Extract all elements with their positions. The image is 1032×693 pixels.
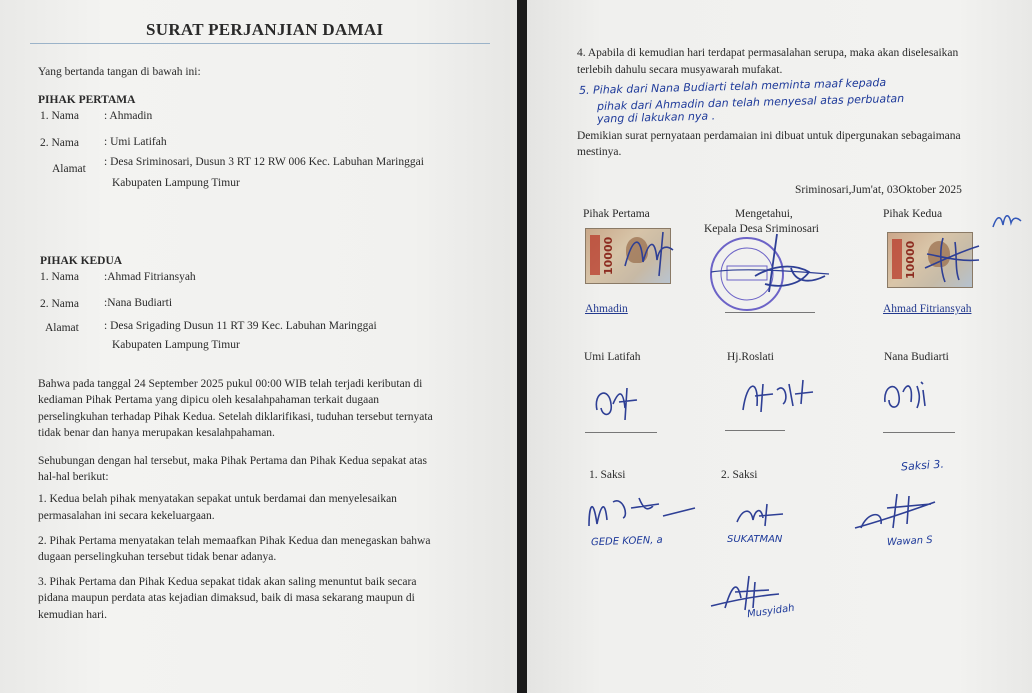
list-item: pidana maupun perdata atas kejadian dimaksud, baik di masa sekarang maupun di [38,592,415,604]
witness-name-handwritten: Musyidah [746,602,796,621]
list-item: 4. Apabila di kemudian hari terdapat permasalahan serupa, maka akan diselesaikan [577,47,959,59]
list-item: 3. Pihak Pertama dan Pihak Kedua sepakat tidak akan saling menuntut baik secara [38,576,417,588]
closing-line: Demikian surat pernyataan perdamaian ini dibuat untuk dipergunakan sebagaimana [577,130,961,142]
signature-hj-roslati [733,370,823,420]
field-value: :Nana Budiarti [104,297,173,309]
signature-ahmadin [619,226,689,286]
document-page-right [527,0,1032,693]
signature-saksi-2 [731,498,791,532]
stamp-value: 10000 [602,236,615,275]
list-item: 2. Pihak Pertama menyatakan telah memaafkan Pihak Kedua dan menegaskan bahwa [38,535,431,547]
document-title: SURAT PERJANJIAN DAMAI [146,20,384,39]
stamp-stripe [590,235,600,275]
witness-label-handwritten: Saksi 3. [900,457,945,474]
field-label: Alamat [52,163,86,175]
witness-name-handwritten: GEDE KOEN, a [590,534,663,549]
list-item: dugaan perselingkuhan tersebut tidak benar adanya. [38,551,277,563]
paragraph-line: tidak benar dan hanya merupakan kesalahpahaman. [38,427,275,439]
field-label: 2. Nama [40,137,79,149]
list-item: kemudian hari. [38,609,107,621]
stamp-stripe [892,239,902,279]
signature-umi-latifah [589,380,649,426]
intro-text: Yang bertanda tangan di bawah ini: [38,66,201,78]
field-label: 1. Nama [40,271,79,283]
witness-name-handwritten: Wawan S [886,534,933,549]
field-value: : Desa Srigading Dusun 11 RT 39 Kec. Labuhan Maringgai [104,320,377,332]
field-value: Kabupaten Lampung Timur [112,177,240,189]
handwritten-line: yang di lakukan nya . [596,109,716,126]
field-value: : Umi Latifah [104,136,167,148]
paragraph-line: perselingkuhan terhadap Pihak Kedua. Setelah diklarifikasi, tuduhan tersebut ternyata [38,411,433,423]
witness-name-handwritten: SUKATMAN [727,534,783,545]
list-item: terlebih dahulu secara musyawarah mufakat. [577,64,783,76]
signature-line [585,432,657,433]
field-value: : Desa Sriminosari, Dusun 3 RT 12 RW 006 Kec. Labuhan Maringgai [104,156,424,168]
signature-column-heading: Pihak Pertama [583,208,650,220]
field-label: 1. Nama [40,110,79,122]
signature-line [725,430,785,431]
paragraph-line: kediaman Pihak Pertama yang dipicu oleh kesalahpahaman terkait dugaan [38,394,380,406]
paragraph-line: Sehubungan dengan hal tersebut, maka Pihak Pertama dan Pihak Kedua sepakat atas [38,455,427,467]
signatory-name: Ahmad Fitriansyah [883,303,972,315]
field-label: Alamat [45,322,79,334]
field-label: 2. Nama [40,298,79,310]
paragraph-line: Bahwa pada tanggal 24 September 2025 pukul 00:00 WIB telah terjadi keributan di [38,378,423,390]
signature-ahmad-fitriansyah [919,232,989,288]
pen-mark [989,205,1029,235]
list-item: 1. Kedua belah pihak menyatakan sepakat untuk berdamai dan menyelesaikan [38,493,397,505]
field-value: : Ahmadin [104,110,153,122]
signature-column-heading: Pihak Kedua [883,208,943,220]
title-rule [30,43,490,44]
signature-column-heading: Mengetahui, [735,208,793,220]
signature-saksi-1 [583,486,703,532]
section-heading-pihak-kedua: PIHAK KEDUA [40,255,123,267]
list-item: permasalahan ini secara kekeluargaan. [38,510,215,522]
field-value: Kabupaten Lampung Timur [112,339,240,351]
signature-nana-budiarti [877,372,947,420]
closing-line: mestinya. [577,146,622,158]
signatory-name: Nana Budiarti [884,351,949,363]
witness-label: 1. Saksi [589,469,626,481]
signatory-name: Umi Latifah [584,351,641,363]
signature-saksi-3 [847,488,943,536]
witness-label: 2. Saksi [721,469,758,481]
signatory-name: Ahmadin [585,303,628,315]
paragraph-line: hal-hal berikut: [38,471,109,483]
signature-line [725,312,815,313]
village-seal [699,232,839,322]
signature-line [883,432,955,433]
field-value: :Ahmad Fitriansyah [104,271,196,283]
signatory-name: Hj.Roslati [727,351,774,363]
handwritten-line: 5. Pihak dari Nana Budiarti telah meminta maaf kepada [578,75,887,98]
signature-column-heading: Kepala Desa Sriminosari [704,223,819,235]
handwritten-line: pihak dari Ahmadin dan telah menyesal atas perbuatan [596,91,905,114]
stamp-value: 10000 [904,240,917,279]
place-date: Sriminosari,Jum'at, 03Oktober 2025 [795,184,962,196]
section-heading-pihak-pertama: PIHAK PERTAMA [38,94,136,106]
